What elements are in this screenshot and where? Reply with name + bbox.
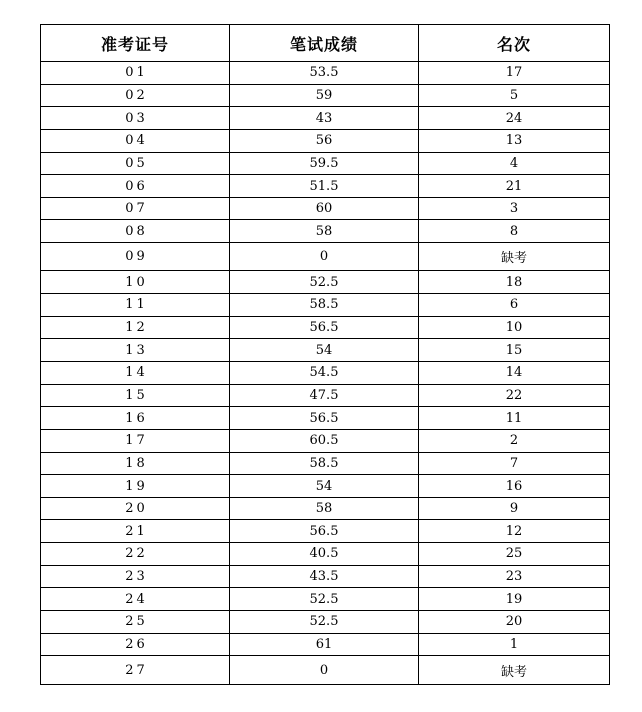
score-cell: 56.5 bbox=[230, 407, 419, 430]
score-cell: 59 bbox=[230, 84, 419, 107]
score-cell: 47.5 bbox=[230, 384, 419, 407]
exam-id-cell: 18 bbox=[41, 452, 230, 475]
exam-id-cell: 11 bbox=[41, 294, 230, 317]
table-row bbox=[41, 129, 610, 152]
exam-id-cell: 26 bbox=[41, 633, 230, 656]
table-row bbox=[41, 565, 610, 588]
score-cell: 0 bbox=[230, 243, 419, 271]
exam-id-cell: 14 bbox=[41, 362, 230, 385]
score-cell: 0 bbox=[230, 656, 419, 685]
exam-id-cell: 16 bbox=[41, 407, 230, 430]
exam-id-cell: 07 bbox=[41, 197, 230, 220]
rank-cell: 9 bbox=[419, 497, 610, 520]
rank-cell: 14 bbox=[419, 362, 610, 385]
rank-cell: 17 bbox=[419, 62, 610, 85]
table-row bbox=[41, 271, 610, 294]
table-row bbox=[41, 243, 610, 271]
score-cell: 54 bbox=[230, 339, 419, 362]
table-row bbox=[41, 152, 610, 175]
exam-id-cell: 04 bbox=[41, 129, 230, 152]
score-cell: 59.5 bbox=[230, 152, 419, 175]
table-row bbox=[41, 384, 610, 407]
table-row bbox=[41, 294, 610, 317]
exam-id-cell: 06 bbox=[41, 175, 230, 198]
score-cell: 58.5 bbox=[230, 294, 419, 317]
column-header-exam-id: 准考证号 bbox=[41, 25, 230, 62]
rank-cell: 12 bbox=[419, 520, 610, 543]
table-row bbox=[41, 656, 610, 685]
exam-id-cell: 02 bbox=[41, 84, 230, 107]
rank-cell: 6 bbox=[419, 294, 610, 317]
rank-cell: 22 bbox=[419, 384, 610, 407]
table-row bbox=[41, 362, 610, 385]
score-cell: 54.5 bbox=[230, 362, 419, 385]
rank-cell: 7 bbox=[419, 452, 610, 475]
exam-id-cell: 09 bbox=[41, 243, 230, 271]
rank-cell: 缺考 bbox=[419, 243, 610, 271]
rank-cell: 10 bbox=[419, 316, 610, 339]
table-row bbox=[41, 497, 610, 520]
score-cell: 56 bbox=[230, 129, 419, 152]
rank-cell: 23 bbox=[419, 565, 610, 588]
table-row bbox=[41, 429, 610, 452]
score-cell: 52.5 bbox=[230, 611, 419, 634]
table-row bbox=[41, 543, 610, 566]
exam-id-cell: 19 bbox=[41, 475, 230, 498]
exam-id-cell: 24 bbox=[41, 588, 230, 611]
table-row bbox=[41, 475, 610, 498]
table-row bbox=[41, 611, 610, 634]
column-header-score: 笔试成绩 bbox=[230, 25, 419, 62]
score-cell: 56.5 bbox=[230, 520, 419, 543]
score-cell: 61 bbox=[230, 633, 419, 656]
exam-id-cell: 17 bbox=[41, 429, 230, 452]
rank-cell: 15 bbox=[419, 339, 610, 362]
table-row bbox=[41, 84, 610, 107]
score-cell: 43 bbox=[230, 107, 419, 130]
table-row bbox=[41, 339, 610, 362]
exam-id-cell: 13 bbox=[41, 339, 230, 362]
table-row bbox=[41, 633, 610, 656]
rank-cell: 19 bbox=[419, 588, 610, 611]
score-cell: 52.5 bbox=[230, 588, 419, 611]
table-row bbox=[41, 220, 610, 243]
rank-cell: 1 bbox=[419, 633, 610, 656]
table-row bbox=[41, 520, 610, 543]
table-body bbox=[41, 62, 610, 685]
exam-id-cell: 05 bbox=[41, 152, 230, 175]
table-row bbox=[41, 107, 610, 130]
score-table bbox=[40, 24, 610, 685]
score-cell: 54 bbox=[230, 475, 419, 498]
exam-id-cell: 03 bbox=[41, 107, 230, 130]
column-header-rank: 名次 bbox=[419, 25, 610, 62]
rank-cell: 21 bbox=[419, 175, 610, 198]
rank-cell: 16 bbox=[419, 475, 610, 498]
rank-cell: 11 bbox=[419, 407, 610, 430]
exam-id-cell: 27 bbox=[41, 656, 230, 685]
score-cell: 43.5 bbox=[230, 565, 419, 588]
score-cell: 40.5 bbox=[230, 543, 419, 566]
exam-id-cell: 01 bbox=[41, 62, 230, 85]
score-cell: 60 bbox=[230, 197, 419, 220]
rank-cell: 13 bbox=[419, 129, 610, 152]
exam-id-cell: 23 bbox=[41, 565, 230, 588]
score-cell: 58.5 bbox=[230, 452, 419, 475]
rank-cell: 3 bbox=[419, 197, 610, 220]
table-row bbox=[41, 452, 610, 475]
table-row bbox=[41, 588, 610, 611]
rank-cell: 2 bbox=[419, 429, 610, 452]
table-row bbox=[41, 197, 610, 220]
rank-cell: 24 bbox=[419, 107, 610, 130]
table-row bbox=[41, 62, 610, 85]
score-cell: 60.5 bbox=[230, 429, 419, 452]
rank-cell: 20 bbox=[419, 611, 610, 634]
score-cell: 52.5 bbox=[230, 271, 419, 294]
rank-cell: 缺考 bbox=[419, 656, 610, 685]
exam-id-cell: 25 bbox=[41, 611, 230, 634]
table-row bbox=[41, 316, 610, 339]
rank-cell: 25 bbox=[419, 543, 610, 566]
score-cell: 51.5 bbox=[230, 175, 419, 198]
score-cell: 58 bbox=[230, 220, 419, 243]
score-cell: 53.5 bbox=[230, 62, 419, 85]
table-row bbox=[41, 407, 610, 430]
exam-id-cell: 08 bbox=[41, 220, 230, 243]
exam-id-cell: 12 bbox=[41, 316, 230, 339]
header-row bbox=[41, 25, 610, 62]
rank-cell: 4 bbox=[419, 152, 610, 175]
score-cell: 56.5 bbox=[230, 316, 419, 339]
table-row bbox=[41, 175, 610, 198]
rank-cell: 18 bbox=[419, 271, 610, 294]
exam-id-cell: 15 bbox=[41, 384, 230, 407]
exam-id-cell: 22 bbox=[41, 543, 230, 566]
rank-cell: 5 bbox=[419, 84, 610, 107]
rank-cell: 8 bbox=[419, 220, 610, 243]
score-cell: 58 bbox=[230, 497, 419, 520]
exam-id-cell: 10 bbox=[41, 271, 230, 294]
table-header bbox=[41, 25, 610, 62]
exam-id-cell: 20 bbox=[41, 497, 230, 520]
exam-id-cell: 21 bbox=[41, 520, 230, 543]
